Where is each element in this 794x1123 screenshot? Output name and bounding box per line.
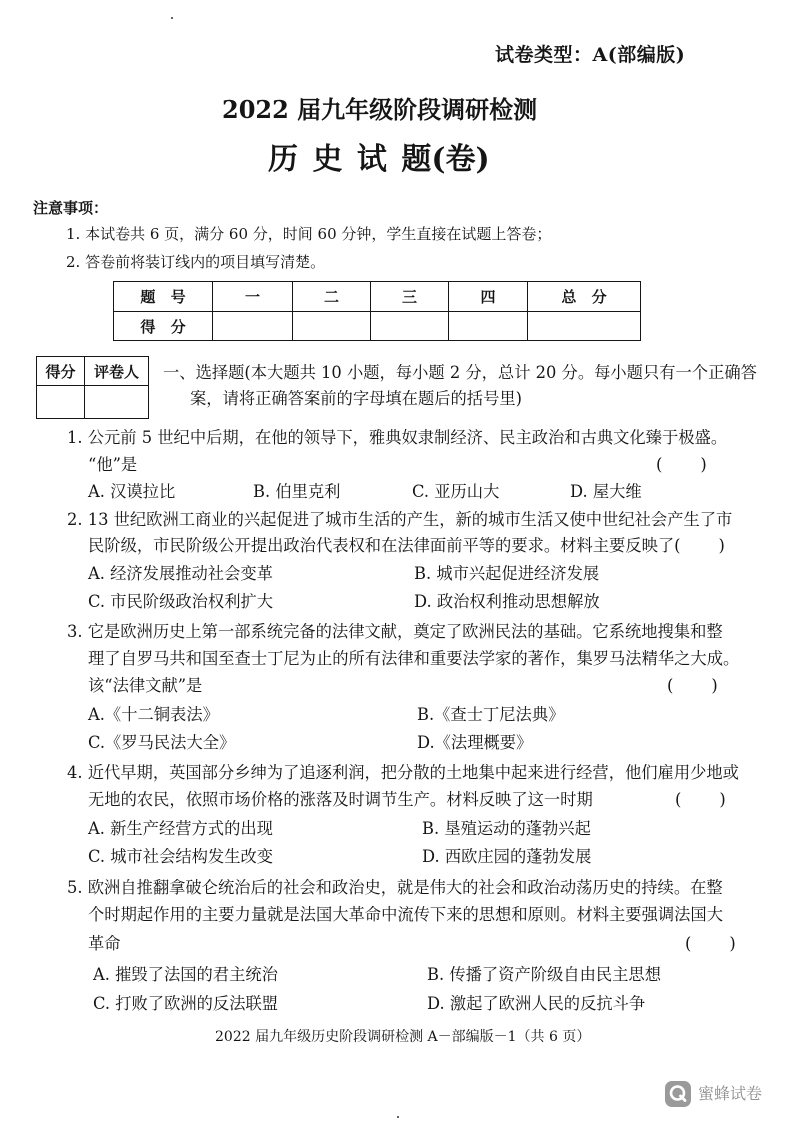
page-footer: 2022 届九年级历史阶段调研检测 A－部编版－1（共 6 页） (215, 1029, 591, 1045)
watermark-text: 蜜蜂试卷 (698, 1084, 763, 1103)
score-cell (528, 312, 641, 341)
paper-type-label: 试卷类型：A(部编版) (495, 44, 686, 66)
option-c: C. 市民阶级政治权利扩大 (88, 592, 274, 611)
question-2-line: 民阶级，市民阶级公开提出政治代表权和在法律面前平等的要求。材料主要反映了 (88, 536, 675, 555)
option-d: D. 激起了欧洲人民的反抗斗争 (427, 994, 646, 1013)
answer-bracket: ( ) (674, 536, 726, 555)
section-heading: 案，请将正确答案前的字母填在题后的括号里) (190, 389, 522, 408)
question-3-text: 理了自罗马共和国至查士丁尼为止的所有法律和重要法学家的著作，集罗马法精华之大成。 (88, 649, 740, 668)
score-table-header: 题 号 (114, 282, 213, 312)
score-table-score-row (114, 312, 641, 341)
score-table-header: 二 (293, 282, 371, 312)
note-item: 1. 本试卷共 6 页，满分 60 分，时间 60 分钟，学生直接在试题上答卷； (66, 225, 552, 243)
question-3-text: 3. 它是欧洲历史上第一部系统完备的法律文献，奠定了欧洲民法的基础。它系统地搜集和整 (67, 622, 723, 641)
section-heading: 一、选择题(本大题共 10 小题，每小题 2 分，总计 20 分。每小题只有一个正确答 (163, 363, 757, 382)
question-1-text: “他”是 (88, 455, 138, 474)
option-b: B. 传播了资产阶级自由民主思想 (427, 965, 661, 984)
question-2-text (88, 536, 726, 556)
score-table-header: 四 (449, 282, 528, 312)
exam-title: 2022 届九年级阶段调研检测 (222, 95, 538, 124)
option-a: A. 汉谟拉比 (88, 482, 176, 501)
score-row-label: 得 分 (114, 312, 213, 341)
score-table (113, 281, 641, 341)
question-5-text: 5. 欧洲自推翻拿破仑统治后的社会和政治史，就是伟大的社会和政治动荡历史的持续。在整 (67, 878, 723, 897)
grader-name-label: 评卷人 (85, 357, 149, 386)
watermark-logo-icon (664, 1080, 692, 1108)
option-c: C. 亚历山大 (412, 482, 500, 501)
question-1-text: 1. 公元前 5 世纪中后期，在他的领导下，雅典奴隶制经济、民主政治和古典文化臻于极盛。 (67, 428, 728, 447)
grader-name-cell (85, 386, 149, 419)
option-c: C. 城市社会结构发生改变 (88, 847, 274, 866)
answer-bracket: ( ) (656, 455, 708, 474)
answer-bracket: ( ) (675, 790, 727, 809)
scan-speck (171, 17, 173, 19)
grader-score-label: 得分 (37, 357, 85, 386)
scan-speck (397, 1116, 399, 1118)
answer-bracket: ( ) (685, 934, 737, 953)
question-5-text: 革命 (88, 934, 121, 953)
option-a: A. 经济发展推动社会变革 (88, 564, 273, 583)
grader-box (36, 356, 149, 419)
answer-bracket: ( ) (667, 676, 719, 695)
note-item: 2. 答卷前将装订线内的项目填写清楚。 (66, 253, 326, 271)
option-b: B. 垦殖运动的蓬勃兴起 (422, 819, 591, 838)
question-5-text: 个时期起作用的主要力量就是法国大革命中流传下来的思想和原则。材料主要强调法国大 (88, 905, 723, 924)
score-cell (213, 312, 293, 341)
option-a: A. 新生产经营方式的出现 (88, 819, 273, 838)
option-b: B. 城市兴起促进经济发展 (414, 564, 600, 583)
option-d: D. 政治权利推动思想解放 (414, 592, 600, 611)
notes-heading: 注意事项： (33, 199, 109, 217)
score-table-header: 一 (213, 282, 293, 312)
option-c: C.《罗马民法大全》 (88, 733, 236, 752)
option-c: C. 打败了欧洲的反法联盟 (93, 994, 279, 1013)
option-d: D.《法理概要》 (417, 733, 533, 752)
option-d: D. 屋大维 (570, 482, 642, 501)
question-3-text: 该“法律文献”是 (88, 676, 203, 695)
option-a: A. 摧毁了法国的君主统治 (93, 965, 278, 984)
grader-score-cell (37, 386, 85, 419)
score-cell (449, 312, 528, 341)
question-4-text: 4. 近代早期，英国部分乡绅为了追逐利润，把分散的土地集中起来进行经营，他们雇用少地或 (67, 763, 739, 782)
option-b: B.《查士丁尼法典》 (417, 705, 565, 724)
question-4-text: 无地的农民，依照市场价格的涨落及时调节生产。材料反映了这一时期 (88, 790, 593, 809)
subject-title: 历 史 试 题(卷) (268, 142, 490, 177)
score-cell (293, 312, 371, 341)
score-table-header: 总 分 (528, 282, 641, 312)
score-table-header: 三 (371, 282, 449, 312)
option-a: A.《十二铜表法》 (88, 705, 219, 724)
question-2-text: 2. 13 世纪欧洲工商业的兴起促进了城市生活的产生，新的城市生活又使中世纪社会产生了市 (67, 510, 733, 529)
option-d: D. 西欧庄园的蓬勃发展 (422, 847, 592, 866)
score-cell (371, 312, 449, 341)
score-table-header-row (114, 282, 641, 312)
option-b: B. 伯里克利 (253, 482, 341, 501)
